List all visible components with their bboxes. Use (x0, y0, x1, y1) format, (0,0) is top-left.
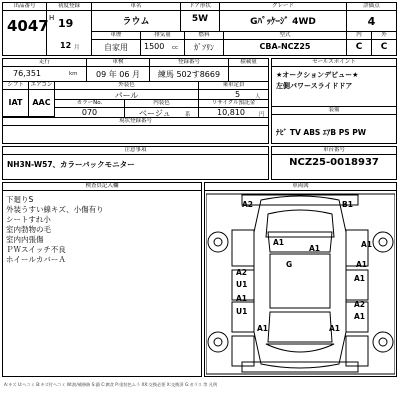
frame-block (271, 146, 397, 180)
int-color-cell (124, 99, 199, 118)
mileage-unit: km (69, 71, 78, 77)
color-no-label: カラーNo. (55, 100, 124, 108)
capacity-cell (198, 81, 269, 100)
mark-left-front-door: A2 (236, 268, 248, 277)
reg-month: 12 (60, 41, 72, 50)
score-cell (346, 2, 397, 32)
era: H (49, 14, 55, 22)
ac-cell (28, 81, 55, 117)
sales-point-block (271, 58, 397, 107)
car-diagram-icon (206, 192, 395, 375)
int-color-label: 内装色 (125, 100, 198, 108)
shift-cell (2, 81, 29, 117)
ac: AAC (32, 98, 51, 107)
inspector-line-7: ホイールカバーＡ (6, 255, 66, 264)
mark-left-rear-door-dent: U1 (236, 307, 248, 316)
ext-grade-cell (371, 31, 397, 56)
mark-front-bumper-right: B1 (342, 200, 353, 209)
inspector-line-5: 室内内張傷 (6, 235, 44, 244)
lot-label: 出品番号 (3, 3, 46, 11)
plate-label: 登録番号 (150, 59, 228, 67)
sales-point-line2: 左側パワースライドドア (276, 82, 353, 90)
rating-label: 積載量 (229, 59, 268, 67)
doors: 5W (191, 14, 209, 24)
sales-point-line1: ★オークションデビュー★ (276, 71, 359, 79)
mark-right-rear-quarter: A1 (354, 312, 366, 321)
shift: IAT (8, 98, 23, 107)
shift-label: シフト (3, 82, 28, 90)
equipment-title: 装備 (272, 107, 396, 115)
interior-grade: C (355, 42, 363, 52)
usage-cell (91, 31, 141, 56)
diagram-title: 車両図 (205, 183, 396, 191)
mileage: 76,351 (13, 69, 41, 78)
ext-color-cell (54, 81, 199, 100)
usage-label: 車歴 (92, 32, 140, 40)
doors-cell (180, 2, 220, 32)
inspector-line-6: ＰＷスイッチ不良 (6, 245, 66, 254)
grade-label: グレード (220, 3, 346, 11)
model: CBA-NCZ25 (259, 42, 311, 51)
capacity-label: 乗車定員 (199, 82, 268, 90)
exterior-label: 外 (372, 32, 396, 40)
int-color: ベージュ (139, 109, 171, 118)
grade-cell (219, 2, 347, 32)
model-label: 型式 (224, 32, 346, 40)
equipment-block (271, 106, 397, 144)
notes-block (2, 146, 269, 180)
mark-windshield: G (286, 260, 293, 269)
model-cell (223, 31, 347, 56)
car-name-cell (91, 2, 181, 32)
score: 4 (367, 15, 376, 28)
mark-right-front-door-upper: A1 (356, 260, 368, 269)
lot-number: 4047 (7, 17, 49, 35)
mark-rear-left: A1 (257, 324, 269, 333)
capacity-unit: 人 (255, 94, 261, 100)
frame-title: 車台番号 (272, 147, 396, 155)
int-grade-cell (346, 31, 372, 56)
frame-value: NCZ25-0018937 (289, 157, 379, 168)
doors-label: ドア形状 (181, 3, 219, 11)
inspector-line-2: 外装うすい線キズ、小傷有り (6, 205, 104, 214)
color-no: 070 (81, 108, 98, 117)
inspection-label: 車検 (87, 59, 149, 67)
car-name-label: 車名 (92, 3, 180, 11)
cc-cell (140, 31, 185, 56)
fuel-label: 燃料 (185, 32, 223, 40)
reg-year: 19 (58, 17, 74, 30)
mark-right-front-door: A1 (354, 274, 366, 283)
score-label: 評価点 (347, 3, 396, 11)
reg-history-label: 現状登録番号 (3, 118, 268, 126)
int-color-unit: 系 (185, 112, 191, 118)
car-name: ラウム (122, 17, 150, 27)
mark-front-bumper-left: A2 (242, 200, 254, 209)
exterior-grade: C (380, 42, 388, 52)
sales-point-title: セールスポイント (272, 59, 396, 67)
rating-cell (228, 58, 269, 82)
mark-rear-right: A1 (329, 324, 341, 333)
recycle: 10,810 (217, 108, 245, 117)
mark-left-rear-door: A1 (236, 294, 248, 303)
ext-color: パール (114, 91, 139, 100)
mark-right-rear-door: A2 (354, 300, 366, 309)
fuel-cell (184, 31, 224, 56)
lot-cell (2, 2, 47, 56)
inspector-line-3: シートすれ小 (6, 215, 51, 224)
auction-sheet (2, 2, 397, 392)
notes-title: 注意事項 (3, 147, 268, 155)
recycle-label: リサイクル預託金 (199, 100, 268, 108)
ac-label: エアコン (30, 82, 53, 88)
plate: 練馬 502す8669 (157, 70, 221, 79)
interior-label: 内 (347, 32, 371, 40)
fuel: ｶﾞｿﾘﾝ (194, 43, 214, 52)
recycle-unit: 円 (259, 112, 265, 118)
mark-hood-right: A1 (309, 244, 321, 253)
cc-label: 排気量 (141, 32, 184, 40)
mark-hood-left: A1 (273, 238, 285, 247)
capacity: 5 (235, 90, 241, 99)
reg-history-cell (2, 117, 269, 144)
footer-legend: A:キズ U:ヘコミ B:キズ付ヘコミ W:波/補修跡 S:錆 C:腐食 P:塗装色ムラ XX:交換必要 X:交換済 G:ガラス 等 凡例 (4, 382, 218, 387)
equipment-value: ﾅﾋﾞ TV ABS ｴｱB PS PW (276, 128, 367, 137)
reg-cell (46, 2, 92, 56)
inspector-line-1: 下廻りS (6, 195, 34, 204)
inspector-line-4: 室内勃物の毛 (6, 225, 51, 234)
mileage-label: 走行 (3, 59, 86, 67)
month-unit: 月 (74, 45, 80, 51)
ext-color-label: 外装色 (55, 82, 198, 90)
color-no-cell (54, 99, 125, 118)
inspector-block (2, 182, 202, 377)
grade: Gﾊﾟｯｹｰｼﾞ 4WD (250, 17, 316, 27)
recycle-cell (198, 99, 269, 118)
inspector-title: 検査員記入欄 (3, 183, 201, 191)
mileage-cell (2, 58, 87, 82)
cc-unit: cc (172, 45, 179, 51)
usage: 自家用 (104, 43, 128, 52)
notes-value: NH3N-W57、カラーバックモニター (7, 160, 135, 169)
plate-cell (149, 58, 229, 82)
cc: 1500 (144, 42, 165, 51)
inspection: 09 年 06 月 (96, 70, 140, 79)
mark-left-front-door-dent: U1 (236, 280, 248, 289)
reg-label: 初度登録 (47, 3, 91, 11)
mark-right-fender: A1 (361, 240, 373, 249)
inspection-cell (86, 58, 150, 82)
